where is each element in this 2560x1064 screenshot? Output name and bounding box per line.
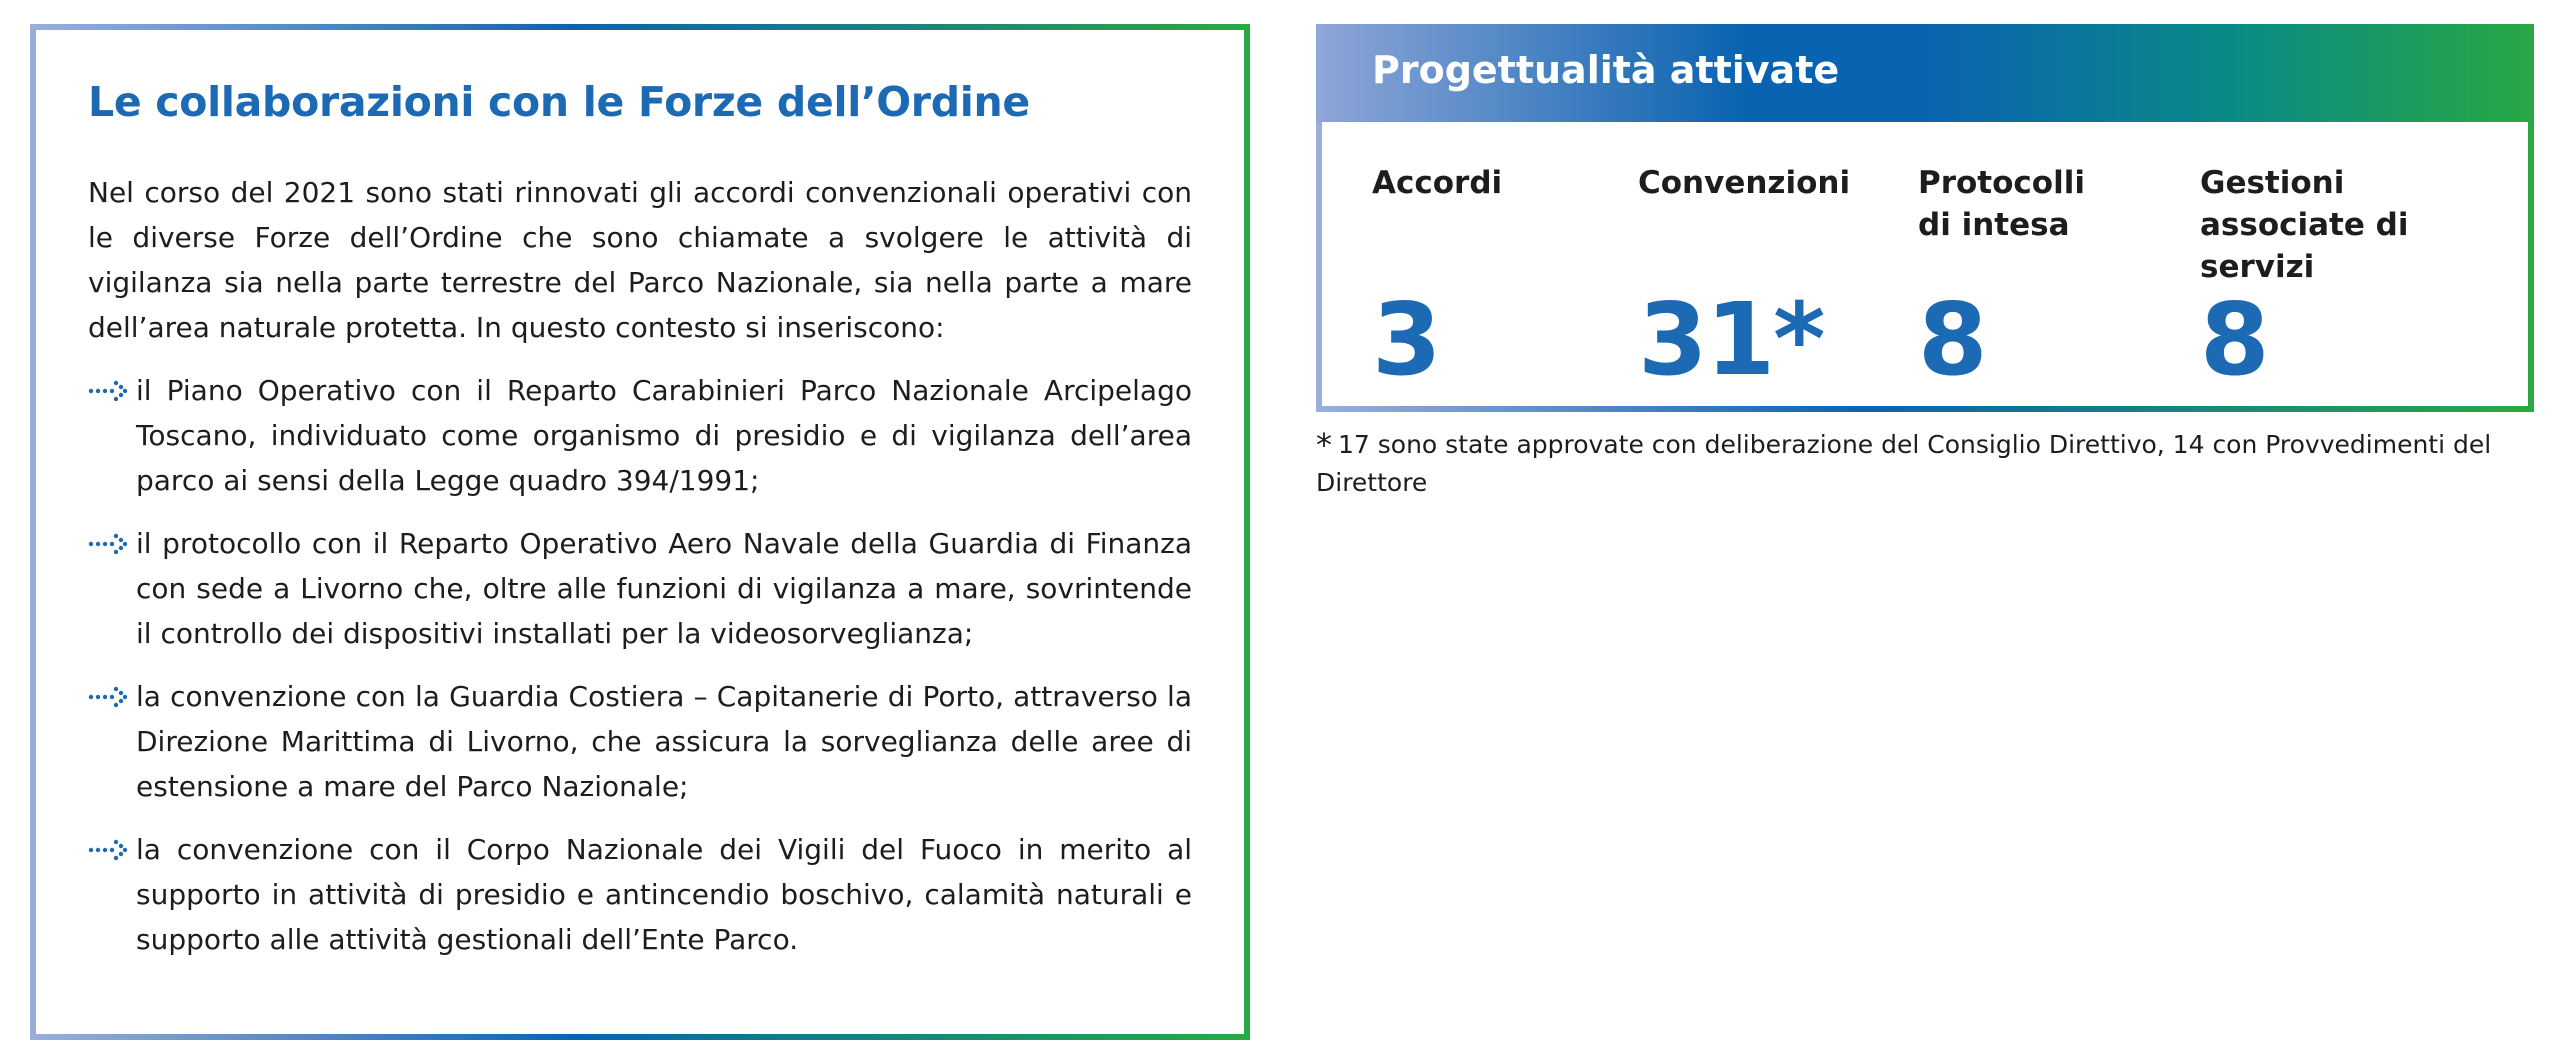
intro-paragraph: Nel corso del 2021 sono stati rinnovati gli accordi convenzionali operativi con le diverse Forze dell’Ordine che sono chiamate a svolgere le attività di vigilanza sia nella parte terrestre del Parco Nazionale, sia nella parte a mare dell’area naturale protetta. In questo contesto si inseriscono: <box>88 176 1192 344</box>
stat-protocolli <box>1918 162 2085 398</box>
footnote-text: 17 sono state approvate con deliberazione del Consiglio Direttivo, 14 con Provvedimenti del Direttore <box>1316 430 2492 497</box>
stat-label: Convenzioni <box>1638 165 1851 201</box>
stat-label: Protocolli di intesa <box>1918 165 2085 243</box>
stat-value: 3 <box>1372 281 1440 398</box>
stat-value: 31* <box>1638 281 1824 398</box>
stat-value: 8 <box>1918 281 1986 398</box>
stat-value: 8 <box>2200 281 2268 398</box>
dotted-arrow-icon <box>88 380 128 402</box>
stat-label: Accordi <box>1372 165 1503 201</box>
footnote <box>1316 426 2560 497</box>
stat-gestioni <box>2200 162 2528 398</box>
collaborations-list <box>88 368 1192 980</box>
dotted-arrow-icon <box>88 686 128 708</box>
dotted-arrow-icon <box>88 533 128 555</box>
stat-label: Gestioni associate di servizi <box>2200 165 2409 285</box>
list-item <box>88 368 1192 503</box>
stat-accordi <box>1372 162 1503 398</box>
list-item-text: il Piano Operativo con il Reparto Carabinieri Parco Nazionale Arcipelago Toscano, individuato come organismo di presidio e di vigilanza dell’area parco ai sensi della Legge quadro 394/1991; <box>136 374 1192 497</box>
panel-title: Le collaborazioni con le Forze dell’Ordine <box>88 78 1030 126</box>
dotted-arrow-icon <box>88 839 128 861</box>
list-item-text: la convenzione con la Guardia Costiera – Capitanerie di Porto, attraverso la Direzione Marittima di Livorno, che assicura la sorveglianza delle aree di estensione a mare del Parco Nazionale; <box>136 680 1192 803</box>
list-item-text: la convenzione con il Corpo Nazionale dei Vigili del Fuoco in merito al supporto in attività di presidio e antincendio boschivo, calamità naturali e supporto alle attività gestionali dell’Ente Parco. <box>136 833 1192 956</box>
list-item <box>88 521 1192 656</box>
forze-ordine-panel <box>30 24 1250 1040</box>
footnote-marker: * <box>1316 426 1332 464</box>
list-item <box>88 674 1192 809</box>
list-item-text: il protocollo con il Reparto Operativo Aero Navale della Guardia di Finanza con sede a Livorno che, oltre alle funzioni di vigilanza a mare, sovrintende il controllo dei dispositivi installati per la videosorveglianza; <box>136 527 1192 650</box>
progettualita-panel <box>1316 24 2534 412</box>
panel-title: Progettualità attivate <box>1372 48 1840 92</box>
panel-header <box>1316 24 2534 122</box>
stat-convenzioni <box>1638 162 1851 398</box>
list-item <box>88 827 1192 962</box>
